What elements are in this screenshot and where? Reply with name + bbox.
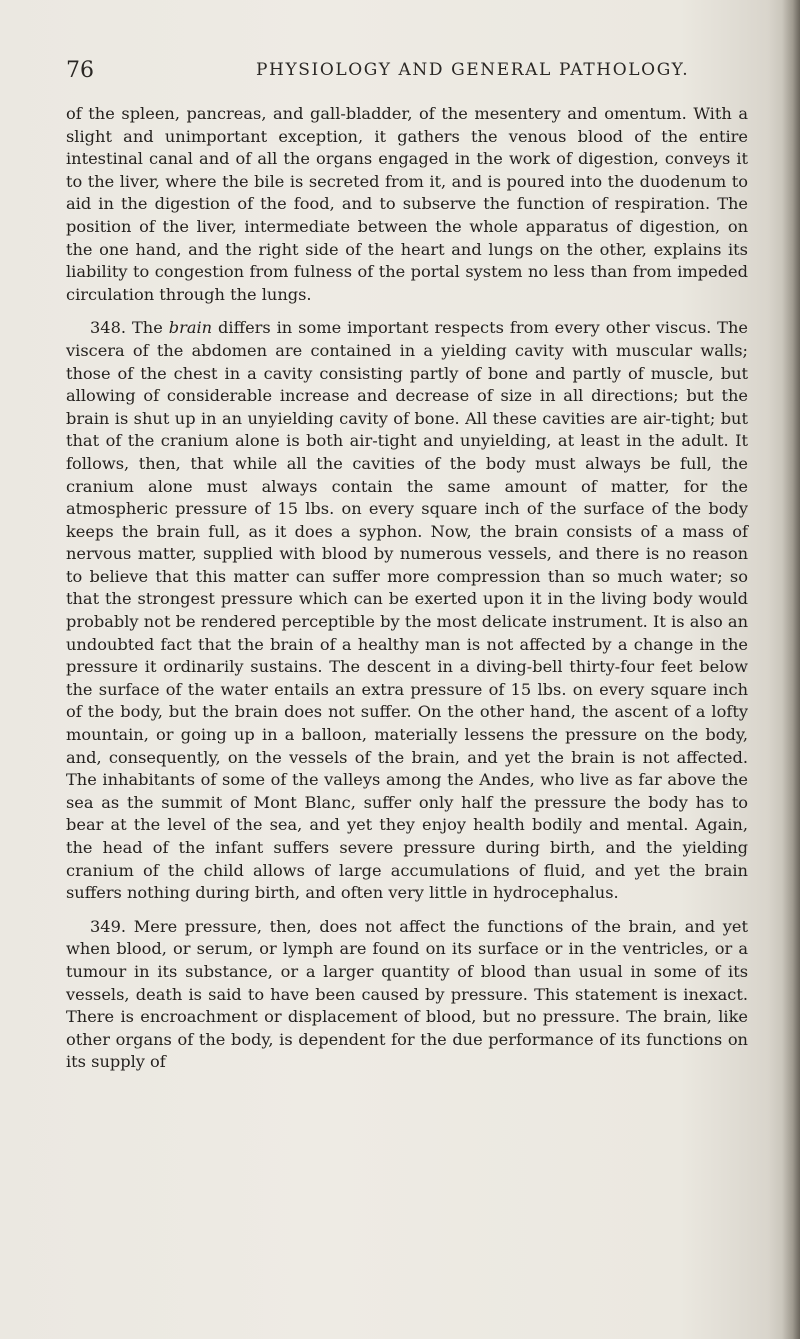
paragraph-continuation [66, 103, 748, 306]
paragraph-text: differs in some important respects from every other viscus. The viscera of the abdomen are contained in a yielding cavity with muscular walls; those of the chest in a cavity consisting partly of bone and partly of muscle, but allowing of considerable increase and decrease of size in all directions; but the brain is shut up in an unyielding cavity of bone. All these cavities are air-tight; but that of the cranium alone is both air-tight and unyielding, at least in the adult. It follows, then, that while all the cavities of the body must always be full, the cranium alone must always contain the same amount of matter, for the atmospheric pressure of 15 lbs. on every square inch of the surface of the body keeps the brain full, as it does a syphon. Now, the brain consists of a mass of nervous matter, supplied with blood by numerous vessels, and there is no reason to believe that this matter can suffer more compression than so much water; so that the strongest pressure which can be exerted upon it in the living body would probably not be rendered perceptible by the most delicate instrument. It is also an undoubted fact that the brain of a healthy man is not affected by a change in the pressure it ordinarily sustains. The descent in a diving-bell thirty-four feet below the surface of the water entails an extra pressure of 15 lbs. on every square inch of the body, but the brain does not suffer. On the other hand, the ascent of a lofty mountain, or going up in a balloon, materially lessens the pressure on the body, and, consequently, on the vessels of the brain, and yet the brain is not affected. The inhabitants of some of the valleys among the Andes, who live as far above the sea as the summit of Mont Blanc, suffer only half the pressure the body has to bear at the level of the sea, and yet they enjoy health bodily and mental. Again, the head of the infant suffers severe pressure during birth, and the yielding cranium of the child allows of large accumulations of fluid, and yet the brain suffers nothing during birth, and often very little in hydrocephalus. [66, 318, 748, 903]
running-head: PHYSIOLOGY AND GENERAL PATHOLOGY. [256, 60, 690, 80]
page-number: 76 [66, 58, 94, 83]
paragraph-348 [66, 317, 748, 904]
paragraph-lead: The [131, 318, 163, 338]
body-text [66, 103, 748, 1074]
section-number: 349. [90, 916, 127, 936]
page-header [66, 58, 746, 88]
paragraph-349 [66, 916, 748, 1074]
paragraph-text: Mere pressure, then, does not affect the functions of the brain, and yet when blood, or serum, or lymph are found on its surface or in the ventricles, or a tumour in its substance, or a larger quantity of blood than usual in some of its vessels, death is said to have been caused by pressure. This statement is inexact. There is encroachment or displacement of blood, but no pressure. The brain, like other organs of the body, is dependent for the due performance of its functions on its supply of [66, 916, 748, 1072]
page-edge-shadow [782, 0, 800, 1339]
section-number: 348. [90, 318, 127, 338]
emphasized-term: brain [168, 318, 213, 338]
paragraph-text: of the spleen, pancreas, and gall-bladder, of the mesentery and omentum. With a slight and unimportant exception, it gathers the venous blood of the entire intestinal canal and of all the organs engaged in the work of digestion, conveys it to the liver, where the bile is secreted from it, and is poured into the duodenum to aid in the digestion of the food, and to subserve the function of respiration. The position of the liver, intermediate between the whole apparatus of digestion, on the one hand, and the right side of the heart and lungs on the other, explains its liability to congestion from fulness of the portal system no less than from impeded circulation through the lungs. [66, 104, 748, 304]
